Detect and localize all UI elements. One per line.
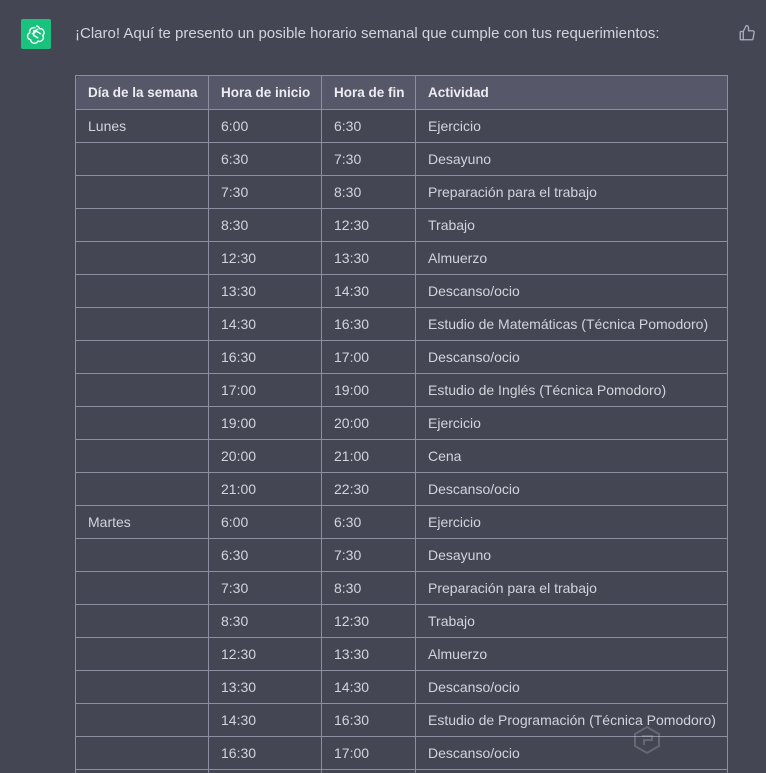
cell-end-time: 17:00	[322, 341, 416, 374]
cell-activity: Ejercicio	[416, 110, 728, 143]
cell-start-time: 13:30	[209, 275, 322, 308]
cell-end-time: 8:30	[322, 176, 416, 209]
table-row	[76, 572, 728, 605]
header-end-time: Hora de fin	[322, 76, 416, 110]
cell-start-time: 17:00	[209, 374, 322, 407]
table-row	[76, 407, 728, 440]
cell-day: Lunes	[76, 110, 209, 143]
cell-start-time: 12:30	[209, 638, 322, 671]
table-row	[76, 308, 728, 341]
cell-start-time: 14:30	[209, 308, 322, 341]
table-row	[76, 473, 728, 506]
cell-start-time: 21:00	[209, 473, 322, 506]
table-row	[76, 539, 728, 572]
cell-end-time: 21:00	[322, 440, 416, 473]
cell-activity: Ejercicio	[416, 506, 728, 539]
table-header-row	[76, 76, 728, 110]
table-row	[76, 209, 728, 242]
cell-activity: Preparación para el trabajo	[416, 572, 728, 605]
table-row	[76, 704, 728, 737]
cell-start-time: 8:30	[209, 209, 322, 242]
cell-day	[76, 737, 209, 770]
header-activity: Actividad	[416, 76, 728, 110]
table-row	[76, 440, 728, 473]
cell-start-time: 14:30	[209, 704, 322, 737]
cell-day	[76, 704, 209, 737]
cell-activity: Estudio de Programación (Técnica Pomodoro)	[416, 704, 728, 737]
table-row	[76, 506, 728, 539]
cell-end-time: 14:30	[322, 671, 416, 704]
thumbs-up-button[interactable]	[738, 24, 756, 42]
cell-end-time	[322, 770, 416, 773]
cell-end-time: 19:00	[322, 374, 416, 407]
cell-day	[76, 275, 209, 308]
cell-day	[76, 176, 209, 209]
cell-end-time: 12:30	[322, 605, 416, 638]
cell-start-time: 16:30	[209, 737, 322, 770]
cell-end-time: 14:30	[322, 275, 416, 308]
cell-day	[76, 539, 209, 572]
header-start-time: Hora de inicio	[209, 76, 322, 110]
table-row	[76, 770, 728, 773]
cell-start-time: 8:30	[209, 605, 322, 638]
cell-day: Martes	[76, 506, 209, 539]
cell-start-time: 16:30	[209, 341, 322, 374]
cell-activity: Trabajo	[416, 209, 728, 242]
cell-activity: Estudio de Matemáticas (Técnica Pomodoro)	[416, 308, 728, 341]
table-row	[76, 374, 728, 407]
cell-day	[76, 770, 209, 773]
cell-end-time: 12:30	[322, 209, 416, 242]
cell-start-time: 12:30	[209, 242, 322, 275]
cell-end-time: 16:30	[322, 308, 416, 341]
cell-activity: Preparación para el trabajo	[416, 176, 728, 209]
cell-start-time: 7:30	[209, 572, 322, 605]
table-row	[76, 671, 728, 704]
assistant-avatar	[21, 19, 51, 49]
cell-activity: Desayuno	[416, 539, 728, 572]
cell-start-time: 6:00	[209, 506, 322, 539]
table-row	[76, 242, 728, 275]
table-row	[76, 737, 728, 770]
cell-end-time: 22:30	[322, 473, 416, 506]
cell-activity	[416, 770, 728, 773]
weekly-schedule-table	[75, 75, 728, 773]
message-intro-text: ¡Claro! Aquí te presento un posible horario semanal que cumple con tus requerimientos:	[75, 25, 660, 42]
cell-end-time: 8:30	[322, 572, 416, 605]
cell-activity: Descanso/ocio	[416, 737, 728, 770]
table-row	[76, 110, 728, 143]
cell-activity: Descanso/ocio	[416, 275, 728, 308]
cell-start-time: 6:00	[209, 110, 322, 143]
cell-activity: Descanso/ocio	[416, 473, 728, 506]
table-row	[76, 143, 728, 176]
cell-day	[76, 341, 209, 374]
cell-end-time: 16:30	[322, 704, 416, 737]
cell-end-time: 13:30	[322, 242, 416, 275]
cell-start-time: 19:00	[209, 407, 322, 440]
cell-day	[76, 638, 209, 671]
cell-activity: Desayuno	[416, 143, 728, 176]
schedule-table-container	[75, 75, 727, 773]
cell-activity: Cena	[416, 440, 728, 473]
cell-day	[76, 374, 209, 407]
table-row	[76, 275, 728, 308]
cell-day	[76, 671, 209, 704]
cell-day	[76, 308, 209, 341]
cell-end-time: 6:30	[322, 506, 416, 539]
thumbs-up-icon[interactable]	[738, 24, 756, 42]
cell-day	[76, 473, 209, 506]
cell-activity: Descanso/ocio	[416, 341, 728, 374]
cell-day	[76, 143, 209, 176]
cell-day	[76, 572, 209, 605]
table-row	[76, 176, 728, 209]
table-row	[76, 605, 728, 638]
cell-activity: Ejercicio	[416, 407, 728, 440]
cell-end-time: 7:30	[322, 539, 416, 572]
cell-activity: Almuerzo	[416, 638, 728, 671]
cell-end-time: 20:00	[322, 407, 416, 440]
cell-day	[76, 209, 209, 242]
cell-day	[76, 605, 209, 638]
cell-end-time: 13:30	[322, 638, 416, 671]
table-row	[76, 638, 728, 671]
cell-start-time: 13:30	[209, 671, 322, 704]
cell-day	[76, 407, 209, 440]
cell-day	[76, 242, 209, 275]
cell-activity: Descanso/ocio	[416, 671, 728, 704]
cell-start-time: 6:30	[209, 539, 322, 572]
cell-end-time: 7:30	[322, 143, 416, 176]
cell-activity: Estudio de Inglés (Técnica Pomodoro)	[416, 374, 728, 407]
cell-day	[76, 440, 209, 473]
cell-end-time: 17:00	[322, 737, 416, 770]
table-body	[76, 110, 728, 773]
openai-logo-icon	[25, 23, 47, 45]
table-row	[76, 341, 728, 374]
cell-start-time: 6:30	[209, 143, 322, 176]
header-day: Día de la semana	[76, 76, 209, 110]
cell-start-time: 20:00	[209, 440, 322, 473]
cell-end-time: 6:30	[322, 110, 416, 143]
cell-activity: Trabajo	[416, 605, 728, 638]
cell-activity: Almuerzo	[416, 242, 728, 275]
cell-start-time	[209, 770, 322, 773]
cell-start-time: 7:30	[209, 176, 322, 209]
watermark-logo-icon	[632, 725, 662, 755]
